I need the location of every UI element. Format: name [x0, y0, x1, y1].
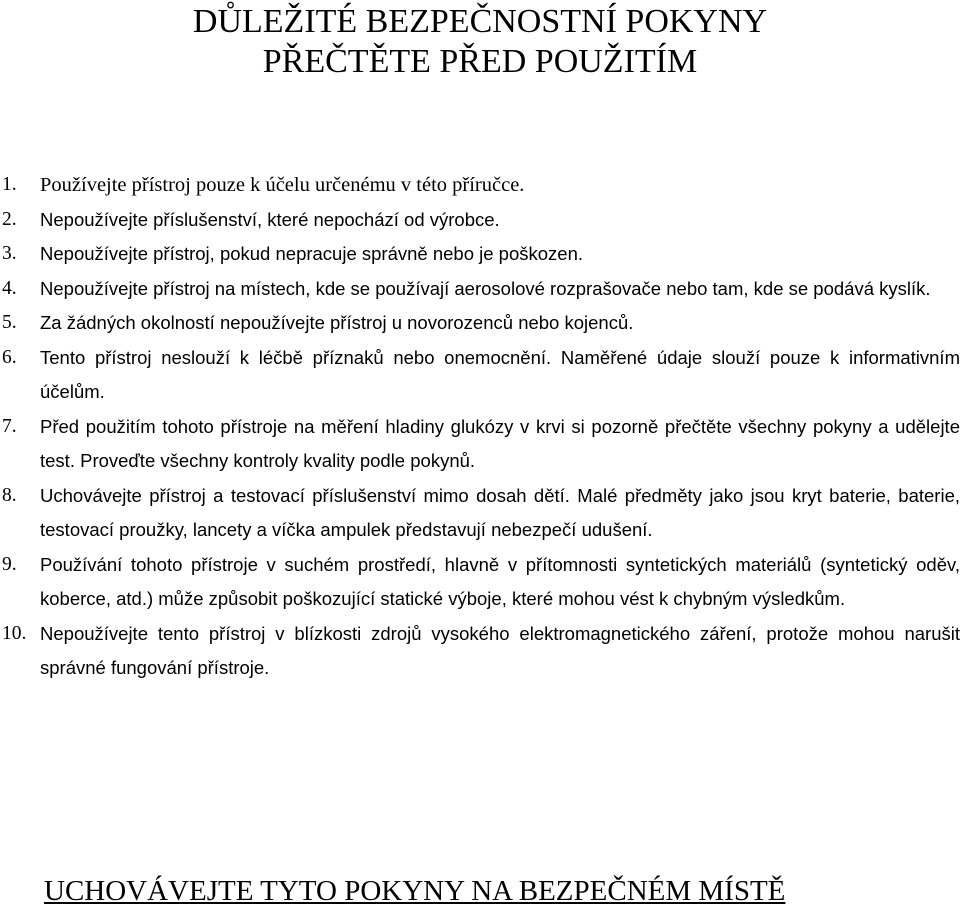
instruction-number: 1. — [2, 174, 17, 195]
instruction-item-3 — [0, 237, 960, 272]
instruction-text: Nepoužívejte přístroj, pokud nepracuje správně nebo je poškozen. — [40, 243, 584, 264]
instruction-item-4 — [0, 272, 960, 307]
instruction-number: 4. — [2, 277, 17, 299]
instruction-number: 6. — [2, 346, 17, 368]
instruction-text: Používejte přístroj pouze k účelu určenému v této příručce. — [40, 174, 525, 196]
page-title-line-1: DŮLEŽITÉ BEZPEČNOSTNÍ POKYNY — [192, 3, 768, 40]
instruction-text: Nepoužívejte tento přístroj v blízkosti zdrojů vysokého elektromagnetického záření, protože mohou narušit správné fungování přístroje. — [40, 622, 960, 678]
instruction-item-7 — [0, 410, 960, 479]
instruction-number: 8. — [2, 484, 17, 506]
instruction-item-8 — [0, 479, 960, 548]
instruction-text: Před použitím tohoto přístroje na měření hladiny glukózy v krvi si pozorně přečtěte všechny pokyny a udělejte test. Proveďte všechny kontroly kvality podle pokynů. — [40, 415, 960, 471]
instruction-item-6 — [0, 341, 960, 410]
instruction-text: Za žádných okolností nepoužívejte přístroj u novorozenců nebo kojenců. — [40, 312, 634, 333]
instruction-text: Používání tohoto přístroje v suchém prostředí, hlavně v přítomnosti syntetických materiálů (syntetický oděv, koberce, atd.) může způsobit poškozující statické výboje, které mohou vést k chybným výsledkům. — [40, 553, 960, 609]
instruction-item-9 — [0, 548, 960, 617]
instruction-number: 2. — [2, 208, 17, 230]
instruction-item-10 — [0, 617, 960, 686]
instruction-item-2 — [0, 203, 960, 238]
instruction-item-5 — [0, 306, 960, 341]
instruction-number: 9. — [2, 553, 17, 575]
instruction-item-1 — [0, 168, 960, 203]
instruction-text: Uchovávejte přístroj a testovací příslušenství mimo dosah dětí. Malé předměty jako jsou kryt baterie, baterie, testovací proužky, lancety a víčka ampulek představují nebezpečí udušení. — [40, 484, 960, 540]
instruction-number: 3. — [2, 243, 17, 264]
instruction-number: 5. — [2, 312, 17, 333]
instruction-text: Nepoužívejte příslušenství, které nepochází od výrobce. — [40, 208, 500, 230]
page-title-line-2: PŘEČTĚTE PŘED POUŽITÍM — [262, 43, 698, 80]
page-title — [0, 2, 960, 82]
instruction-text: Nepoužívejte přístroj na místech, kde se používají aerosolové rozprašovače nebo tam, kde se podává kyslík. — [40, 277, 931, 299]
safety-instructions-list — [0, 168, 960, 686]
footer-note: UCHOVÁVEJTE TYTO POKYNY NA BEZPEČNÉM MÍSTĚ — [44, 875, 786, 907]
instruction-number: 10. — [2, 622, 27, 644]
instruction-text: Tento přístroj neslouží k léčbě příznaků nebo onemocnění. Naměřené údaje slouží pouze k informativním účelům. — [40, 346, 960, 402]
instruction-number: 7. — [2, 415, 17, 437]
